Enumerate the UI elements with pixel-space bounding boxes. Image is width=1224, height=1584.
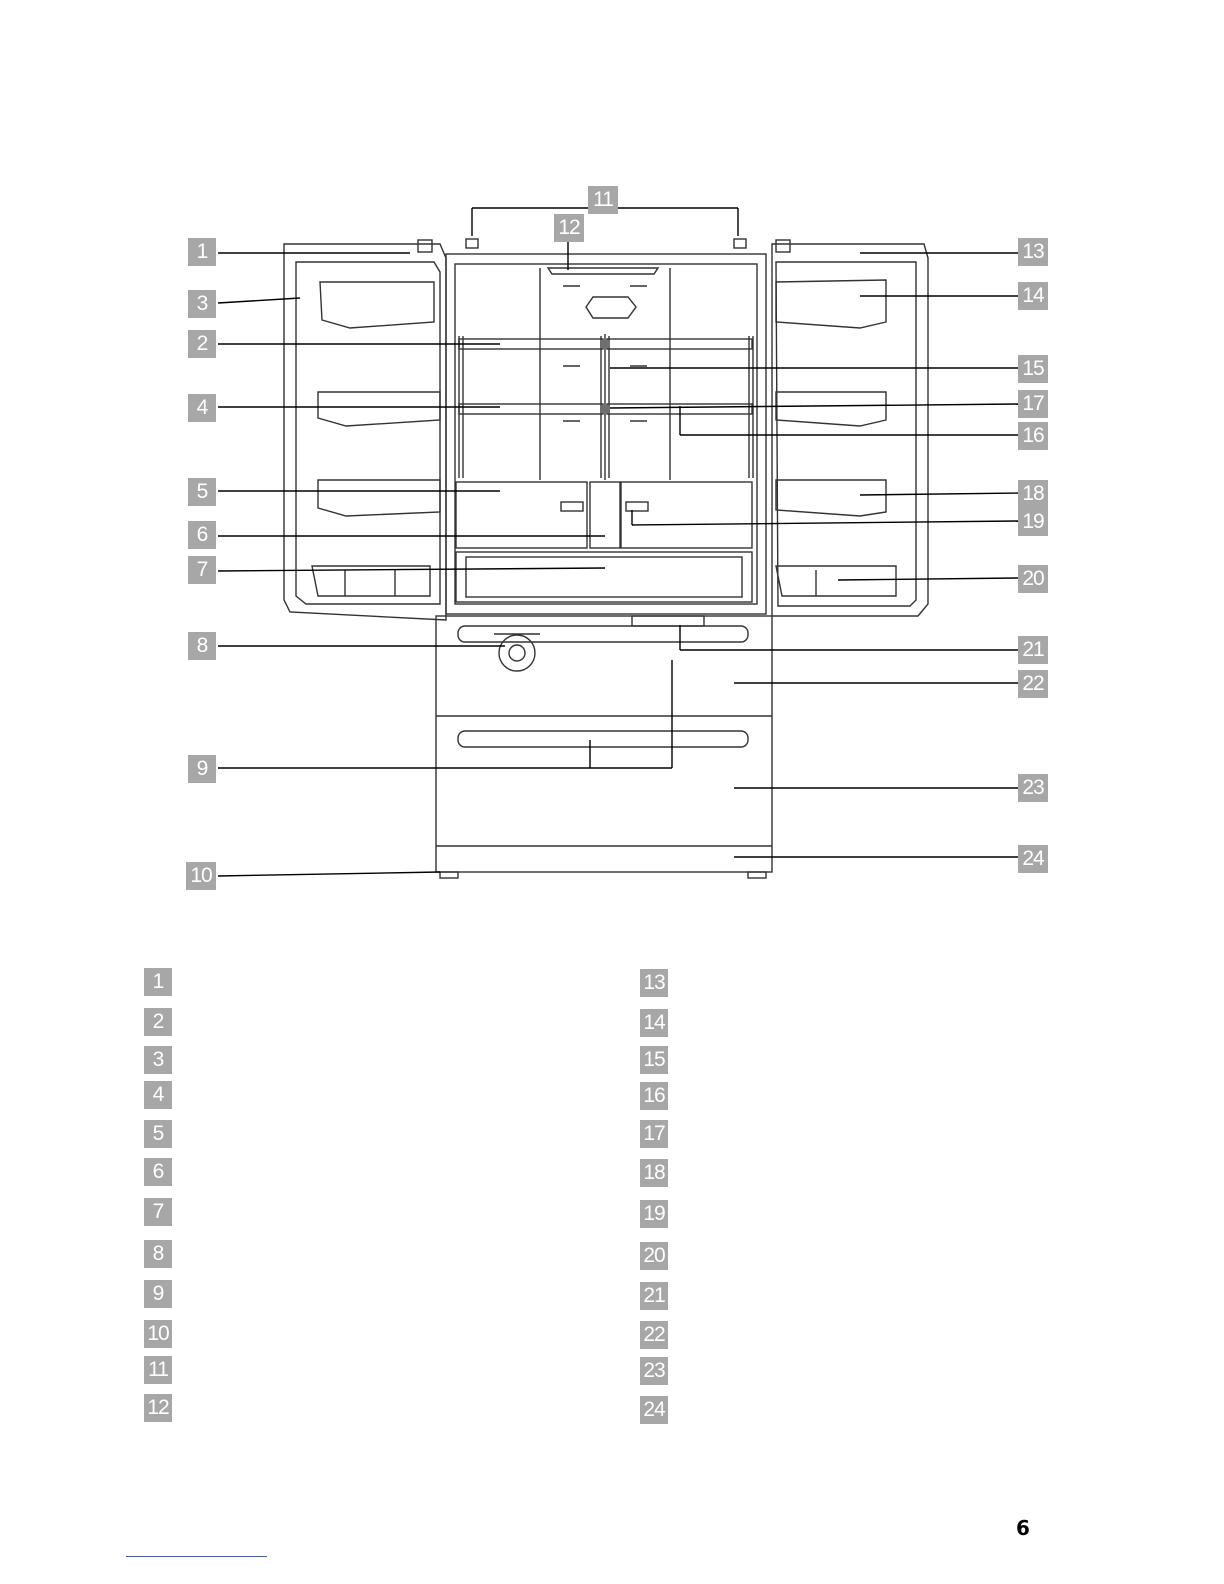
legend-badge: 22 <box>640 1321 668 1349</box>
callout-1: 1 <box>188 238 216 266</box>
legend-badge: 14 <box>640 1009 668 1037</box>
legend-badge: 24 <box>640 1396 668 1424</box>
callout-14: 14 <box>1018 282 1048 310</box>
legend-badge: 10 <box>144 1320 172 1348</box>
callout-4: 4 <box>188 394 216 422</box>
legend-badge: 13 <box>640 969 668 997</box>
callout-16: 16 <box>1018 422 1048 450</box>
callout-6: 6 <box>188 521 216 549</box>
legend-badge: 11 <box>144 1356 172 1384</box>
legend-badge: 16 <box>640 1082 668 1110</box>
callout-21: 21 <box>1018 636 1048 664</box>
legend-badge: 8 <box>144 1240 172 1268</box>
legend-badge: 1 <box>144 968 172 996</box>
callout-17: 17 <box>1018 390 1048 418</box>
callout-13: 13 <box>1018 238 1048 266</box>
callout-12: 12 <box>554 214 584 242</box>
callout-19: 19 <box>1018 508 1048 536</box>
footer-link-underline <box>126 1556 267 1557</box>
legend-badge: 23 <box>640 1357 668 1385</box>
callout-9: 9 <box>188 755 216 783</box>
callout-11: 11 <box>588 186 618 214</box>
legend-badge: 21 <box>640 1282 668 1310</box>
legend-badge: 20 <box>640 1242 668 1270</box>
callout-15: 15 <box>1018 355 1048 383</box>
legend-badge: 15 <box>640 1046 668 1074</box>
callout-8: 8 <box>188 632 216 660</box>
callout-3: 3 <box>188 290 216 318</box>
callout-24: 24 <box>1018 845 1048 873</box>
fridge-cabinet <box>446 254 766 614</box>
legend-badge: 5 <box>144 1120 172 1148</box>
callout-5: 5 <box>188 478 216 506</box>
callout-20: 20 <box>1018 565 1048 593</box>
freezer-body <box>436 616 772 872</box>
legend-badge: 18 <box>640 1159 668 1187</box>
callout-7: 7 <box>188 556 216 584</box>
legend-badge: 2 <box>144 1008 172 1036</box>
callout-2: 2 <box>188 330 216 358</box>
legend-badge: 6 <box>144 1158 172 1186</box>
callout-18: 18 <box>1018 480 1048 508</box>
legend-badge: 4 <box>144 1081 172 1109</box>
page-number: 6 <box>1016 1516 1030 1540</box>
callout-22: 22 <box>1018 670 1048 698</box>
legend-badge: 3 <box>144 1046 172 1074</box>
callout-23: 23 <box>1018 774 1048 802</box>
legend-badge: 7 <box>144 1198 172 1226</box>
legend-badge: 17 <box>640 1120 668 1148</box>
callout-10: 10 <box>186 862 216 890</box>
legend-badge: 9 <box>144 1280 172 1308</box>
legend-badge: 19 <box>640 1200 668 1228</box>
legend-badge: 12 <box>144 1394 172 1422</box>
